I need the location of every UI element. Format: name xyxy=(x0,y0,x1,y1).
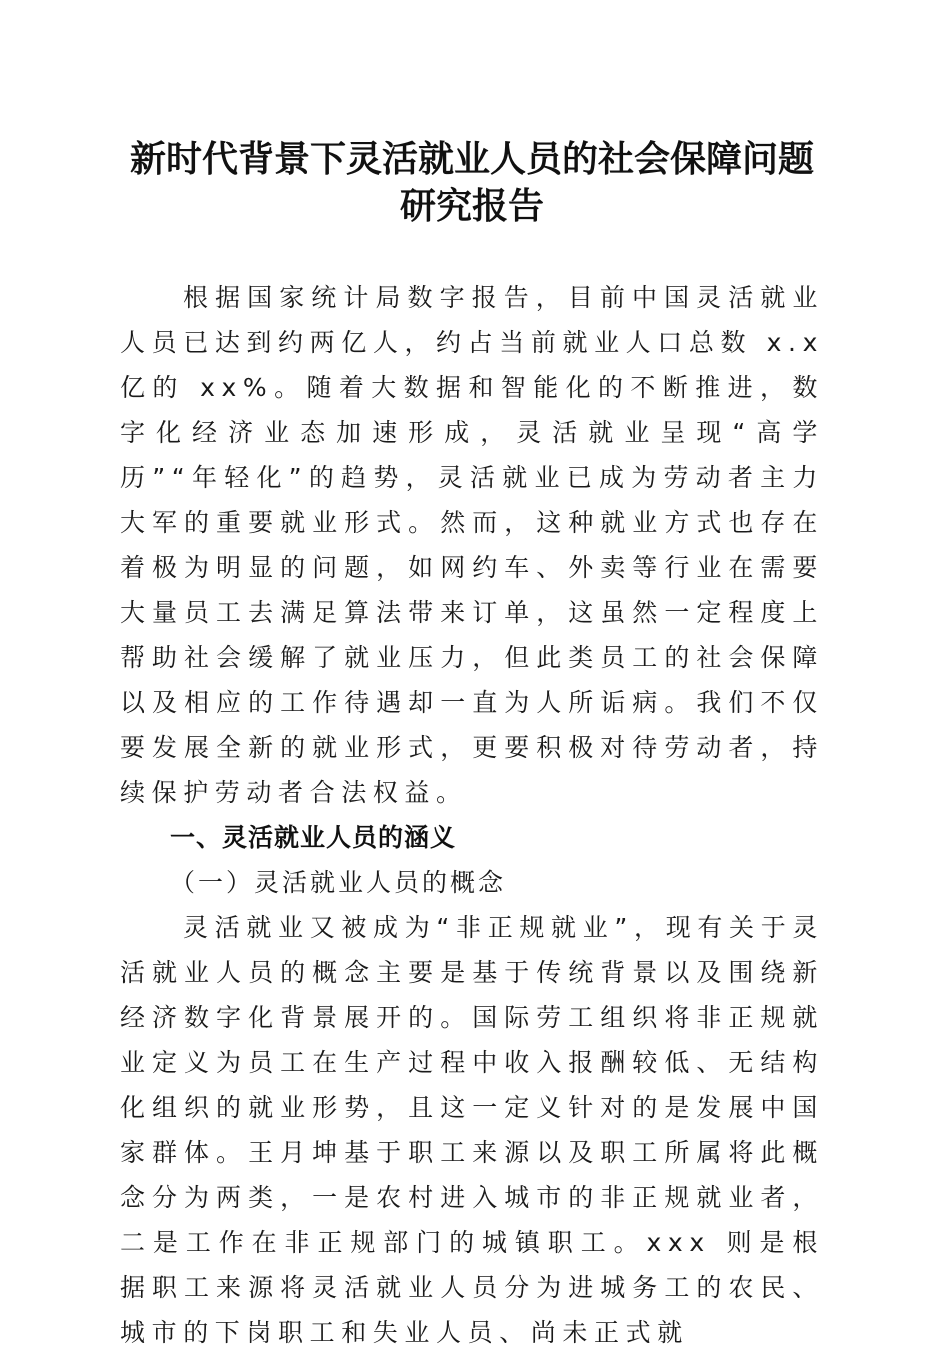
document-title: 新时代背景下灵活就业人员的社会保障问题研究报告 xyxy=(129,138,814,227)
document-body xyxy=(120,275,824,1355)
section-heading-1: 一、灵活就业人员的涵义 xyxy=(170,823,457,852)
concept-paragraph: 灵活就业又被成为“非正规就业”，现有关于灵活就业人员的概念主要是基于传统背景以及围绕新经济数字化背景展开的。国际劳工组织将非正规就业定义为员工在生产过程中收入报酬较低、无结构化组织的就业形势，且这一定义针对的是发展中国家群体。王月坤基于职工来源以及职工所属将此概念分为两类，一是农村进入城市的非正规就业者，二是工作在非正规部门的城镇职工。xxx 则是根据职工来源将灵活就业人员分为进城务工的农民、城市的下岗职工和失业人员、尚未正式就 xyxy=(120,913,824,1347)
intro-paragraph: 根据国家统计局数字报告，目前中国灵活就业人员已达到约两亿人，约占当前就业人口总数 x.x 亿的 xx%。随着大数据和智能化的不断推进，数字化经济业态加速形成，灵活就业呈现“高学历”“年轻化”的趋势，灵活就业已成为劳动者主力大军的重要就业形式。然而，这种就业方式也存在着极为明显的问题，如网约车、外卖等行业在需要大量员工去满足算法带来订单，这虽然一定程度上帮助社会缓解了就业压力，但此类员工的社会保障以及相应的工作待遇却一直为人所诟病。我们不仅要发展全新的就业形式，更要积极对待劳动者，持续保护劳动者合法权益。 xyxy=(120,283,824,807)
subsection-heading-1: （一）灵活就业人员的概念 xyxy=(170,868,507,897)
